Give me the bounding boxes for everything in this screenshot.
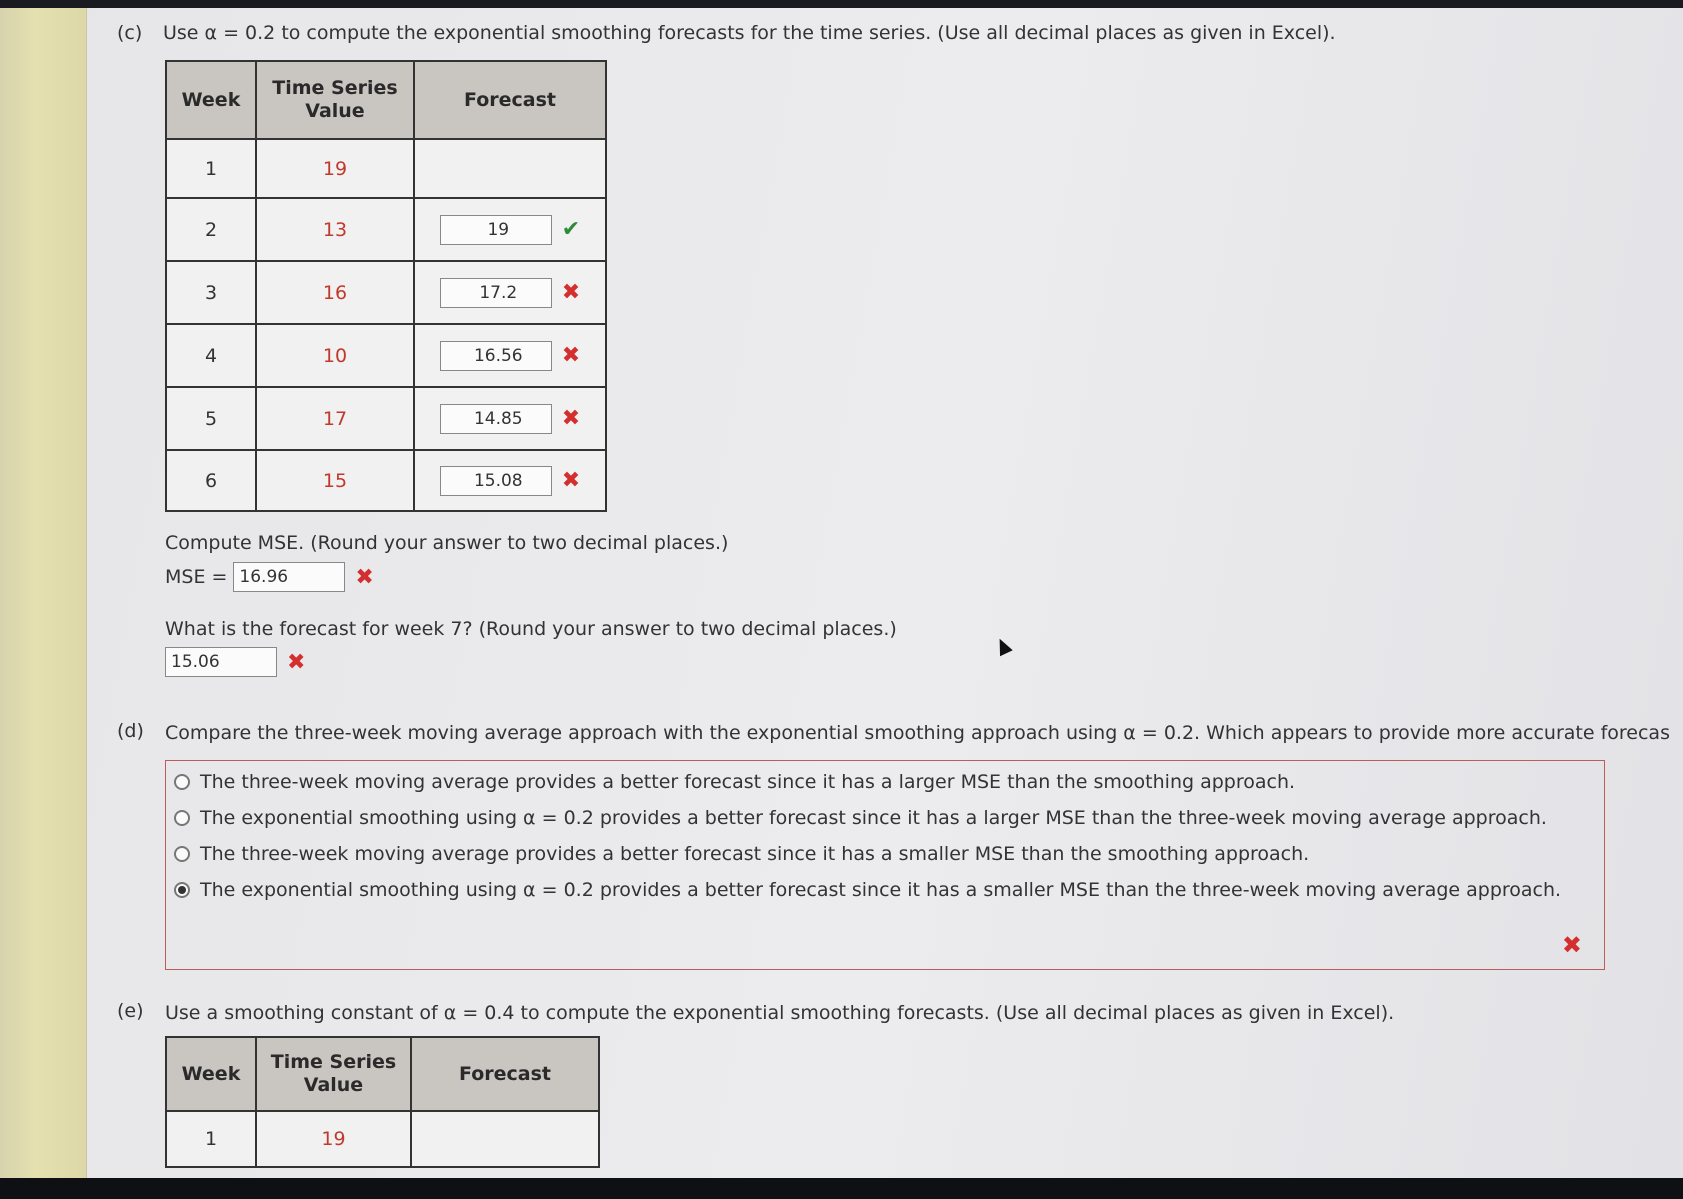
part-c-label: (c) (117, 22, 143, 44)
week-cell: 1 (166, 139, 256, 198)
option-1[interactable] (174, 771, 1295, 793)
table-row (166, 387, 606, 450)
week-cell: 5 (166, 387, 256, 450)
week7-prompt: What is the forecast for week 7? (Round your answer to two decimal places.) (165, 618, 897, 640)
week-cell: 1 (166, 1111, 256, 1167)
value-cell: 19 (256, 1111, 411, 1167)
check-icon: ✔ (561, 217, 581, 242)
week-cell: 3 (166, 261, 256, 324)
forecast-cell (414, 261, 606, 324)
cross-icon: ✖ (561, 468, 581, 493)
forecast-input-week-5[interactable]: 14.85 (440, 404, 552, 434)
forecast-cell (414, 324, 606, 387)
table-part-c (165, 60, 607, 512)
forecast-input-week-3[interactable]: 17.2 (440, 278, 552, 308)
header-week: Week (166, 1037, 256, 1111)
option-2[interactable] (174, 807, 1547, 829)
value-cell: 19 (256, 139, 414, 198)
option-label: The exponential smoothing using α = 0.2 provides a better forecast since it has a smaller MSE than the three-week moving average approach. (200, 879, 1562, 901)
forecast-cell-empty (414, 139, 606, 198)
forecast-cell (414, 387, 606, 450)
part-e-question: Use a smoothing constant of α = 0.4 to compute the exponential smoothing forecasts. (Use all decimal places as given in Excel). (165, 1002, 1395, 1024)
table-part-e (165, 1036, 600, 1168)
answer-options-box (165, 760, 1605, 970)
forecast-input-week-6[interactable]: 15.08 (440, 466, 552, 496)
forecast-cell (414, 450, 606, 511)
part-d-question: Compare the three-week moving average approach with the exponential smoothing approach using α = 0.2. Which appears to provide more accurate forecas (165, 722, 1670, 744)
header-time-series-value: Time Series Value (256, 61, 414, 139)
part-d-label: (d) (117, 720, 144, 742)
value-cell: 10 (256, 324, 414, 387)
cross-icon: ✖ (287, 649, 306, 675)
table-row (166, 450, 606, 511)
header-week: Week (166, 61, 256, 139)
cross-icon: ✖ (561, 343, 581, 368)
mse-input[interactable]: 16.96 (233, 562, 345, 592)
option-label: The three-week moving average provides a better forecast since it has a smaller MSE than the smoothing approach. (200, 843, 1310, 865)
header-forecast: Forecast (414, 61, 606, 139)
forecast-cell-empty (411, 1111, 599, 1167)
cross-icon: ✖ (355, 564, 374, 590)
value-cell: 16 (256, 261, 414, 324)
radio-button[interactable] (174, 810, 190, 826)
option-4[interactable] (174, 879, 1561, 901)
week-cell: 2 (166, 198, 256, 261)
forecast-input-week-4[interactable]: 16.56 (440, 341, 552, 371)
table-row (166, 198, 606, 261)
radio-button-selected[interactable] (174, 882, 190, 898)
week-cell: 6 (166, 450, 256, 511)
cross-icon: ✖ (1561, 931, 1582, 959)
header-time-series-value: Time Series Value (256, 1037, 411, 1111)
part-c-question: Use α = 0.2 to compute the exponential smoothing forecasts for the time series. (Use all decimal places as given in Excel). (163, 22, 1336, 44)
table-row (166, 324, 606, 387)
radio-button[interactable] (174, 774, 190, 790)
table-row (166, 261, 606, 324)
value-cell: 17 (256, 387, 414, 450)
week7-forecast-input[interactable]: 15.06 (165, 647, 277, 677)
forecast-input-week-2[interactable]: 19 (440, 215, 552, 245)
cross-icon: ✖ (561, 280, 581, 305)
cross-icon: ✖ (561, 406, 581, 431)
header-forecast: Forecast (411, 1037, 599, 1111)
mse-prompt: Compute MSE. (Round your answer to two decimal places.) (165, 532, 729, 554)
radio-button[interactable] (174, 846, 190, 862)
week7-row (165, 647, 305, 677)
mse-label: MSE = (165, 566, 228, 588)
mse-row (165, 562, 374, 592)
week-cell: 4 (166, 324, 256, 387)
mouse-cursor-icon (993, 636, 1012, 656)
option-label: The exponential smoothing using α = 0.2 provides a better forecast since it has a larger MSE than the three-week moving average approach. (200, 807, 1547, 829)
table-row (166, 1111, 599, 1167)
option-3[interactable] (174, 843, 1309, 865)
value-cell: 15 (256, 450, 414, 511)
table-row (166, 139, 606, 198)
forecast-cell (414, 198, 606, 261)
value-cell: 13 (256, 198, 414, 261)
option-label: The three-week moving average provides a better forecast since it has a larger MSE than the smoothing approach. (200, 771, 1296, 793)
part-e-label: (e) (117, 1000, 144, 1022)
